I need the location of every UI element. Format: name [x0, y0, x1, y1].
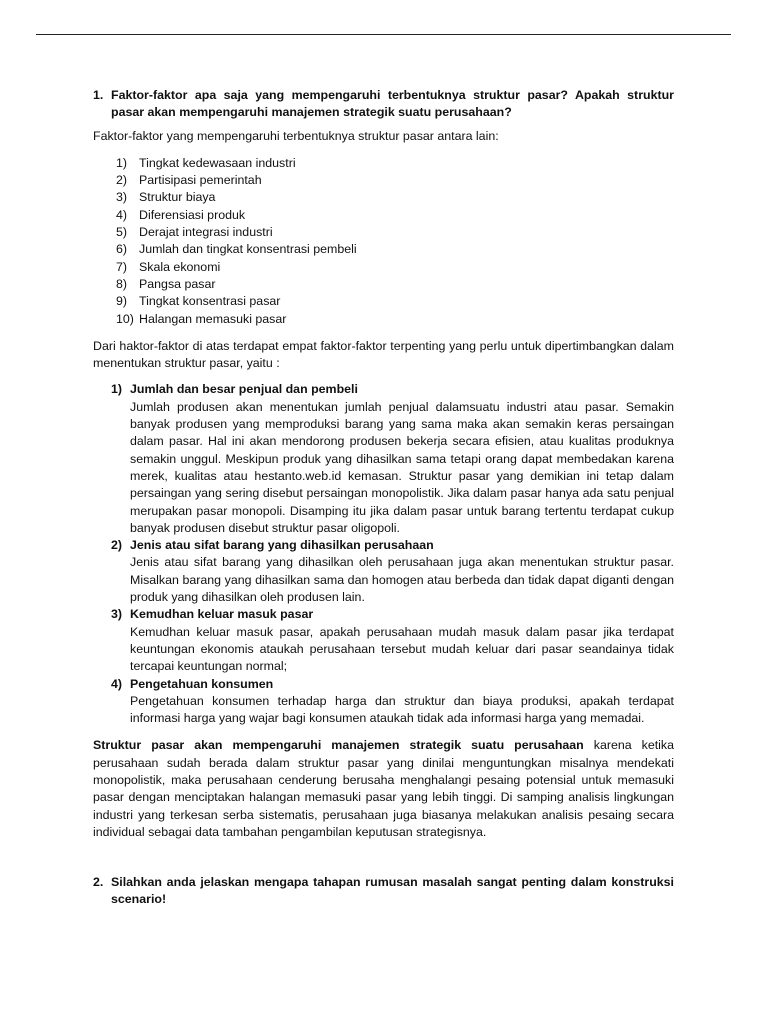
- key-factor-title: Jenis atau sifat barang yang dihasilkan perusahaan: [130, 538, 434, 553]
- question-2-number: 2.: [93, 875, 104, 890]
- list-item: [116, 207, 674, 224]
- question-1-number: 1.: [93, 88, 104, 102]
- list-item-number: 6): [116, 242, 128, 257]
- list-item-number: 4): [116, 207, 128, 222]
- key-factors-intro: Dari haktor-faktor di atas terdapat empat faktor-faktor terpenting yang perlu untuk dipertimbangkan dalam menentukan struktur pasar, yaitu :: [93, 338, 674, 371]
- list-item: [116, 259, 674, 276]
- conclusion-paragraph: [93, 737, 674, 841]
- key-factor-item: [111, 381, 674, 537]
- question-1-text: Faktor-faktor apa saja yang mempengaruhi terbentuknya struktur pasar? Apakah struktur pasar akan mempengaruhi manajemen strategik suatu perusahaan?: [111, 88, 674, 120]
- key-factor-description: Jenis atau sifat barang yang dihasilkan oleh perusahaan juga akan menentukan struktur pasar. Misalkan barang yang dihasilkan sama dan homogen atau berbeda dan tidak dapat diganti dengan produk yang dihasilkan oleh produsen lain.: [130, 555, 674, 605]
- list-item: [116, 224, 674, 241]
- factors-list: [93, 155, 674, 328]
- key-factor-description: Jumlah produsen akan menentukan jumlah penjual dalamsuatu industri atau pasar. Semakin banyak produsen yang memproduksi barang yang sama maka akan semakin keras persaingan dalam pasar. Hal ini akan mendorong produsen bekerja secara efisien, atau kualitas produknya semakin unggul. Meskipun produk yang dihasilkan sama tetapi orang dapat membedakan karena merek, kualitas atau hestanto.web.id kemasan. Struktur pasar yang demikian ini tetap dalam persaingan yang sering disebut persaingan monopolistik. Jika dalam pasar hanya ada satu penjual merupakan pasar monopoli. Disamping itu jika dalam pasar untuk barang tertentu terdapat cukup banyak produsen disebut struktur pasar oligopoli.: [130, 399, 674, 535]
- list-item-number: 8): [116, 276, 128, 291]
- list-item-text: Pangsa pasar: [139, 276, 216, 291]
- list-item-text: Diferensiasi produk: [139, 207, 246, 222]
- list-item-number: 9): [116, 294, 128, 309]
- document-body: [93, 87, 674, 909]
- question-2: [93, 874, 674, 909]
- list-item: [116, 155, 674, 172]
- key-factor-description: Kemudhan keluar masuk pasar, apakah perusahaan mudah masuk dalam pasar jika terdapat keuntungan ekonomis ataukah perusahaan tersebut mudah keluar dari pasar seandainya tidak tercapai keuntungan normal;: [130, 624, 674, 674]
- conclusion-bold-lead: Struktur pasar akan mempengaruhi manajemen strategik suatu perusahaan: [93, 738, 584, 753]
- list-item-number: 10): [116, 311, 134, 326]
- list-item-text: Jumlah dan tingkat konsentrasi pembeli: [139, 242, 357, 257]
- key-factor-number: 3): [111, 607, 123, 622]
- list-item-text: Halangan memasuki pasar: [139, 311, 287, 326]
- list-item-number: 1): [116, 155, 128, 170]
- key-factor-number: 2): [111, 538, 123, 553]
- key-factor-title: Pengetahuan konsumen: [130, 676, 274, 691]
- question-2-text: Silahkan anda jelaskan mengapa tahapan rumusan masalah sangat penting dalam konstruksi scenario!: [111, 875, 674, 907]
- list-item: [116, 311, 674, 328]
- list-item-number: 5): [116, 225, 128, 240]
- key-factor-item: [111, 537, 674, 606]
- header-rule: [36, 34, 731, 35]
- list-item: [116, 293, 674, 310]
- key-factor-description: Pengetahuan konsumen terhadap harga dan struktur dan biaya produksi, apakah terdapat informasi harga yang wajar bagi konsumen ataukah tidak ada informasi harga yang memadai.: [130, 693, 674, 726]
- list-item-text: Derajat integrasi industri: [139, 225, 273, 240]
- key-factor-title: Jumlah dan besar penjual dan pembeli: [130, 382, 358, 397]
- conclusion-text: karena ketika perusahaan sudah berada dalam struktur pasar yang dinilai menguntungkan misalnya mendekati monopolistik, maka perusahaan cenderung berusaha menghalangi pesaing potensial untuk memasuki pasar dengan menciptakan halangan memasuki pasar yang lebih tinggi. Di samping analisis lingkungan industri yang terkesan serba sistematis, perusahaan juga biasanya melakukan analisis pesaing secara individual sebagai data tambahan pengambilan keputusan strategisnya.: [93, 738, 675, 839]
- list-item-text: Skala ekonomi: [139, 259, 221, 274]
- list-item-text: Partisipasi pemerintah: [139, 173, 262, 188]
- key-factor-item: [111, 606, 674, 675]
- key-factor-title: Kemudhan keluar masuk pasar: [130, 607, 314, 622]
- list-item-text: Tingkat kedewasaan industri: [139, 155, 296, 170]
- list-item: [116, 241, 674, 258]
- list-item: [116, 172, 674, 189]
- factors-intro: Faktor-faktor yang mempengaruhi terbentuknya struktur pasar antara lain:: [93, 128, 499, 143]
- list-item: [116, 189, 674, 206]
- key-factor-number: 4): [111, 676, 123, 691]
- question-1: [93, 87, 674, 122]
- list-item: [116, 276, 674, 293]
- key-factor-number: 1): [111, 382, 123, 397]
- list-item-number: 2): [116, 173, 128, 188]
- key-factor-item: [111, 676, 674, 728]
- list-item-text: Struktur biaya: [139, 190, 216, 205]
- list-item-number: 3): [116, 190, 128, 205]
- key-factors-list: [93, 381, 674, 727]
- list-item-number: 7): [116, 259, 128, 274]
- list-item-text: Tingkat konsentrasi pasar: [139, 294, 281, 309]
